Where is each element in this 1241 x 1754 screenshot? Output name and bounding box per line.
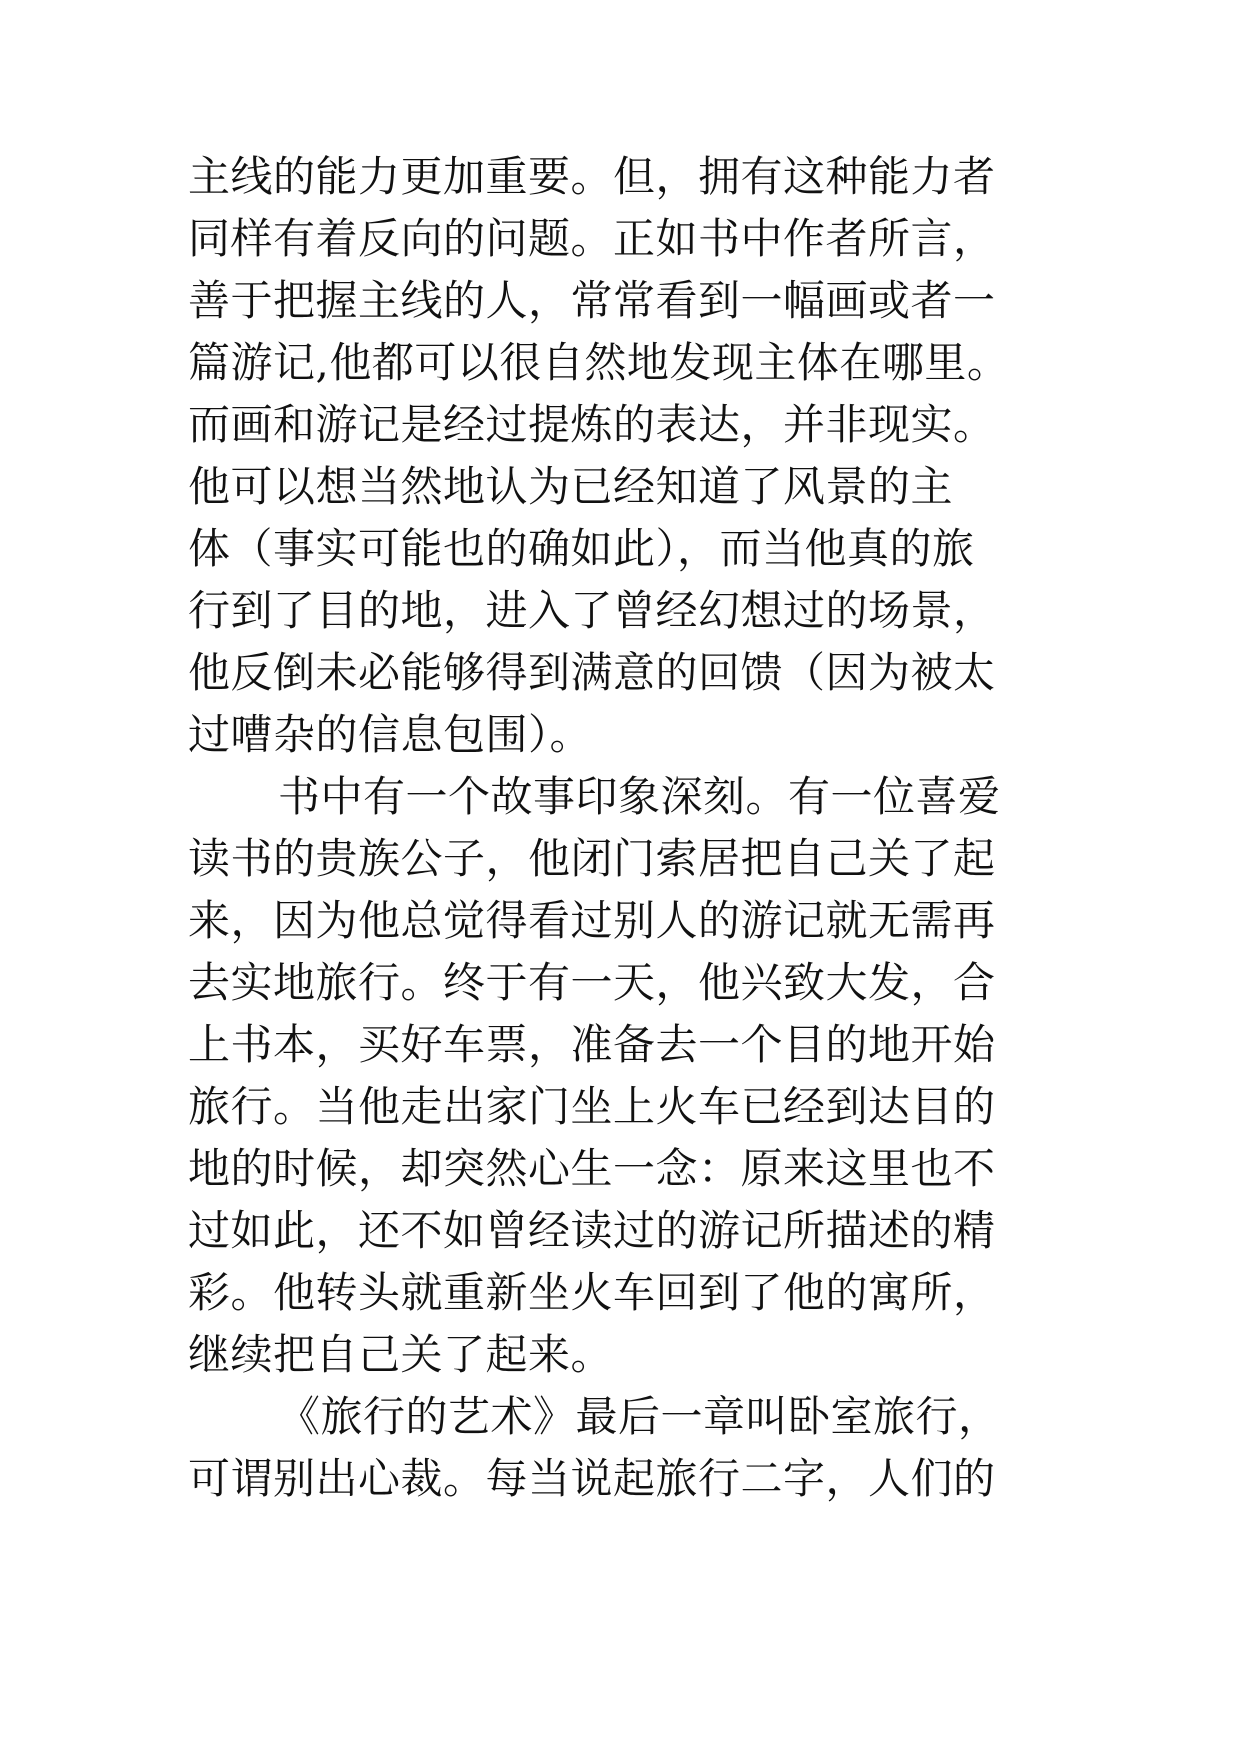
text-line: 地的时候，却突然心生一念：原来这里也不: [188, 1144, 996, 1193]
text-line: 过嘈杂的信息包围）。: [188, 710, 593, 759]
text-line: 他反倒未必能够得到满意的回馈（因为被太: [188, 648, 996, 697]
body-text: [188, 146, 1068, 1510]
text-line: 上书本，买好车票，准备去一个目的地开始: [188, 1020, 996, 1069]
text-line: 旅行。当他走出家门坐上火车已经到达目的: [188, 1082, 996, 1131]
text-line: 去实地旅行。终于有一天，他兴致大发，合: [188, 958, 996, 1007]
text-line: 可谓别出心裁。每当说起旅行二字，人们的: [188, 1454, 996, 1503]
text-line: 行到了目的地，进入了曾经幻想过的场景，: [188, 586, 996, 635]
text-line: 而画和游记是经过提炼的表达，并非现实。: [188, 400, 996, 449]
text-line: 善于把握主线的人，常常看到一幅画或者一: [188, 276, 996, 325]
text-line: 《旅行的艺术》最后一章叫卧室旅行，: [278, 1392, 1001, 1441]
text-line: 继续把自己关了起来。: [188, 1330, 614, 1379]
text-line: 来，因为他总觉得看过别人的游记就无需再: [188, 896, 996, 945]
text-line: 篇游记,他都可以很自然地发现主体在哪里。: [188, 338, 1010, 387]
text-line: 主线的能力更加重要。但，拥有这种能力者: [188, 152, 996, 201]
text-line: 彩。他转头就重新坐火车回到了他的寓所，: [188, 1268, 996, 1317]
text-line: 读书的贵族公子，他闭门索居把自己关了起: [188, 834, 996, 883]
text-line: 过如此，还不如曾经读过的游记所描述的精: [188, 1206, 996, 1255]
text-line: 体（事实可能也的确如此），而当他真的旅: [188, 524, 975, 573]
text-line: 书中有一个故事印象深刻。有一位喜爱: [278, 772, 1001, 821]
text-line: 他可以想当然地认为已经知道了风景的主: [188, 462, 954, 511]
text-line: 同样有着反向的问题。正如书中作者所言，: [188, 214, 996, 263]
